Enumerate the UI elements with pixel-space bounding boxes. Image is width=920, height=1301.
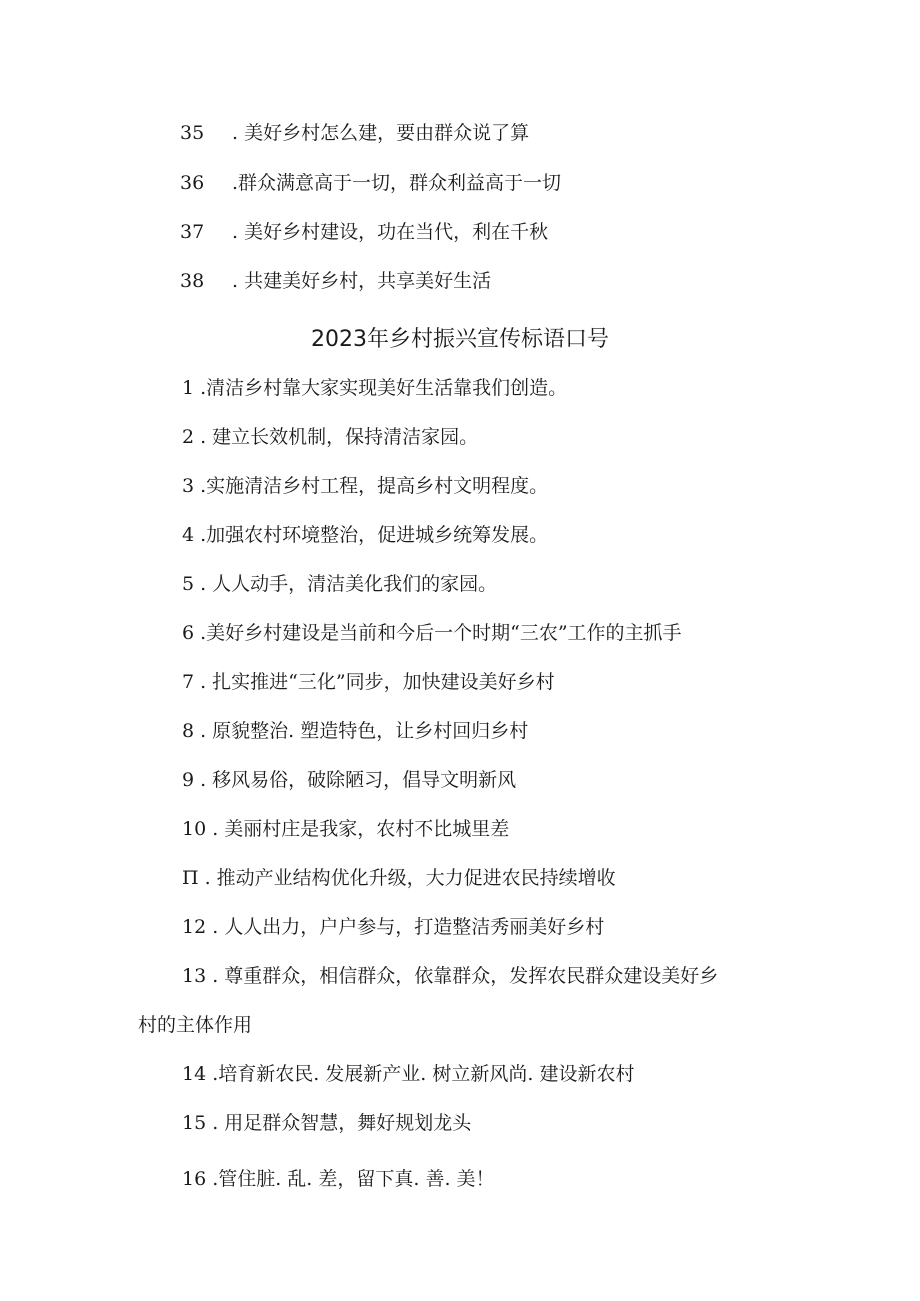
item-number: 35 xyxy=(180,122,205,144)
item-number: 4 xyxy=(182,524,195,546)
list-item xyxy=(182,1167,495,1191)
list-item xyxy=(182,719,528,743)
item-text: .实施清洁乡村工程，提高乡村文明程度。 xyxy=(200,475,549,497)
item-number: 15 xyxy=(182,1112,207,1134)
item-number: 6 xyxy=(182,622,195,644)
item-text: .管住脏. 乱. 差，留下真. 善. 美！ xyxy=(212,1168,495,1190)
list-item xyxy=(182,964,718,988)
item-text: . 人人动手，清洁美化我们的家园。 xyxy=(200,573,498,595)
item-text: . 移风易俗，破除陋习，倡导文明新风 xyxy=(200,769,517,791)
list-item xyxy=(182,425,478,449)
list-item xyxy=(182,376,567,400)
item-text: .清洁乡村靠大家实现美好生活靠我们创造。 xyxy=(200,377,568,399)
item-number: П xyxy=(182,867,199,889)
item-number: 14 xyxy=(182,1063,207,1085)
item-number: 12 xyxy=(182,916,207,938)
item-number: 36 xyxy=(180,172,205,194)
item-text: . 用足群众智慧，舞好规划龙头 xyxy=(212,1112,472,1134)
item-text: . 共建美好乡村，共享美好生活 xyxy=(232,270,492,292)
item-text: . 人人出力，户户参与，打造整洁秀丽美好乡村 xyxy=(212,916,605,938)
item-number: 13 xyxy=(182,965,207,987)
item-number: 37 xyxy=(180,221,205,243)
item-text: . 原貌整治. 塑造特色，让乡村回归乡村 xyxy=(200,720,529,742)
item-number: 10 xyxy=(182,818,207,840)
list-item xyxy=(182,474,548,498)
item-text: .群众满意高于一切，群众利益高于一切 xyxy=(232,172,562,194)
item-number: 5 xyxy=(182,573,195,595)
item-text: . 美好乡村建设，功在当代，利在千秋 xyxy=(232,221,549,243)
section-title: 2023年乡村振兴宣传标语口号 xyxy=(311,327,609,352)
item-text: . 推动产业结构优化升级，大力促进农民持续增收 xyxy=(204,867,616,889)
item-number: 7 xyxy=(182,671,195,693)
list-item xyxy=(180,171,561,195)
list-item xyxy=(182,523,548,547)
list-item xyxy=(180,220,548,244)
list-item xyxy=(182,915,604,939)
item-text: .培育新农民. 发展新产业. 树立新风尚. 建设新农村 xyxy=(212,1063,635,1085)
list-item xyxy=(182,1111,471,1135)
list-item xyxy=(182,670,555,694)
item-text: . 扎实推进“三化”同步，加快建设美好乡村 xyxy=(200,671,555,693)
item-number: 1 xyxy=(182,377,195,399)
item-text: .美好乡村建设是当前和今后一个时期“三农”工作的主抓手 xyxy=(200,622,682,644)
list-item xyxy=(182,572,497,596)
item-number: 2 xyxy=(182,426,195,448)
item-number: 38 xyxy=(180,270,205,292)
list-item-continuation: 村的主体作用 xyxy=(138,1014,253,1036)
item-number: 16 xyxy=(182,1168,207,1190)
item-text: . 美丽村庄是我家，农村不比城里差 xyxy=(212,818,510,840)
item-text: . 建立长效机制，保持清洁家园。 xyxy=(200,426,479,448)
item-number: 8 xyxy=(182,720,195,742)
list-item xyxy=(182,866,616,890)
item-text: .加强农村环境整治，促进城乡统筹发展。 xyxy=(200,524,549,546)
list-item xyxy=(182,817,509,841)
list-item xyxy=(180,121,529,145)
list-item xyxy=(182,768,516,792)
list-item xyxy=(182,621,682,645)
list-item xyxy=(180,269,491,293)
item-text: . 美好乡村怎么建，要由群众说了算 xyxy=(232,122,530,144)
list-item xyxy=(182,1062,634,1086)
item-number: 9 xyxy=(182,769,195,791)
item-number: 3 xyxy=(182,475,195,497)
item-text: . 尊重群众，相信群众，依靠群众，发挥农民群众建设美好乡 xyxy=(212,965,719,987)
